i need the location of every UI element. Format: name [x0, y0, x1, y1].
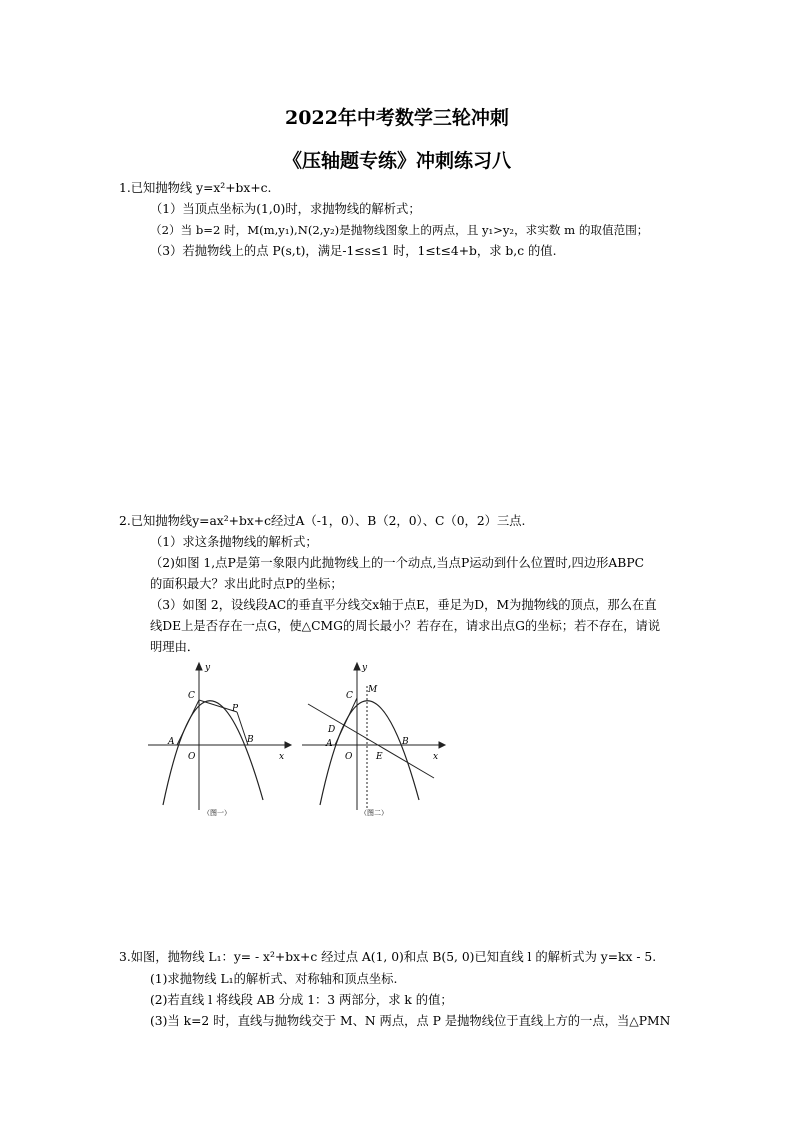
fig2-label-x: x: [433, 752, 439, 762]
figure-2-parabola: [302, 660, 447, 818]
fig1-label-y: y: [205, 663, 211, 673]
fig2-label-A: A: [326, 739, 333, 749]
fig2-label-D: D: [328, 725, 336, 735]
q1-part2: （2）当 b=2 时，M(m,y₁),N(2,y₂)是抛物线图象上的两点，且 y₁>y₂，求实数 m 的取值范围；: [150, 223, 649, 237]
q2-part1: （1）求这条抛物线的解析式；: [150, 535, 318, 549]
parabola-curve: [163, 701, 263, 805]
fig2-label-C: C: [346, 691, 353, 701]
fig2-label-y: y: [362, 663, 368, 673]
fig2-label-B: B: [402, 737, 409, 747]
fig1-caption: （图一）: [203, 809, 231, 817]
fig2-label-M: M: [368, 685, 378, 695]
x-axis-arrow: [439, 742, 445, 748]
q3-stem: 3.如图，抛物线 L₁：y= - x²+bx+c 经过点 A(1, 0)和点 B(5, 0)已知直线 l 的解析式为 y=kx - 5.: [119, 950, 657, 964]
fig1-label-x: x: [279, 752, 285, 762]
figure-1-parabola: [148, 660, 293, 818]
q3-part3: (3)当 k=2 时，直线与抛物线交于 M、N 两点，点 P 是抛物线位于直线上方的一点，当△PMN: [150, 1014, 671, 1028]
fig1-label-A: A: [168, 737, 175, 747]
fig1-label-O: O: [188, 752, 196, 762]
q2-part2-line2: 的面积最大？求出此时点P的坐标；: [150, 577, 343, 591]
q1-stem: 1.已知抛物线 y=x²+bx+c.: [119, 181, 272, 195]
y-axis-arrow: [354, 663, 360, 670]
q3-part1: (1)求抛物线 L₁的解析式、对称轴和顶点坐标.: [150, 972, 398, 986]
q1-part1: （1）当顶点坐标为(1,0)时，求抛物线的解析式；: [150, 202, 421, 216]
fig2-label-O: O: [345, 752, 353, 762]
fig1-label-B: B: [247, 735, 254, 745]
q2-part2-line1: （2)如图 1,点P是第一象限内此抛物线上的一个动点,当点P运动到什么位置时,四边形ABPC: [150, 556, 645, 570]
q1-part3: （3）若抛物线上的点 P(s,t)，满足-1≤s≤1 时，1≤t≤4+b，求 b,c 的值.: [150, 244, 557, 258]
q2-part3-line2: 线DE上是否存在一点G，使△CMG的周长最小？若存在，请求出点G的坐标；若不存在，请说: [150, 619, 661, 633]
fig2-label-E: E: [376, 752, 383, 762]
parabola-curve: [320, 701, 419, 805]
q2-part3-line1: （3）如图 2，设线段AC的垂直平分线交x轴于点E，垂足为D，M为抛物线的顶点，那么在直: [150, 598, 657, 612]
y-axis-arrow: [196, 663, 202, 670]
page-subtitle: 《压轴题专练》冲刺练习八: [282, 150, 511, 172]
fig2-caption: （图二）: [360, 809, 388, 817]
q3-part2: (2)若直线 l 将线段 AB 分成 1：3 两部分，求 k 的值；: [150, 993, 453, 1007]
page-title: 2022年中考数学三轮冲刺: [285, 107, 509, 129]
q2-stem: 2.已知抛物线y=ax²+bx+c经过A（-1，0）、B（2，0）、C（0，2）三点.: [119, 514, 526, 528]
fig1-label-P: P: [232, 704, 239, 714]
x-axis-arrow: [285, 742, 291, 748]
segment-AC: [177, 700, 199, 745]
q2-part3-line3: 明理由．: [150, 640, 200, 654]
fig1-label-C: C: [188, 691, 195, 701]
